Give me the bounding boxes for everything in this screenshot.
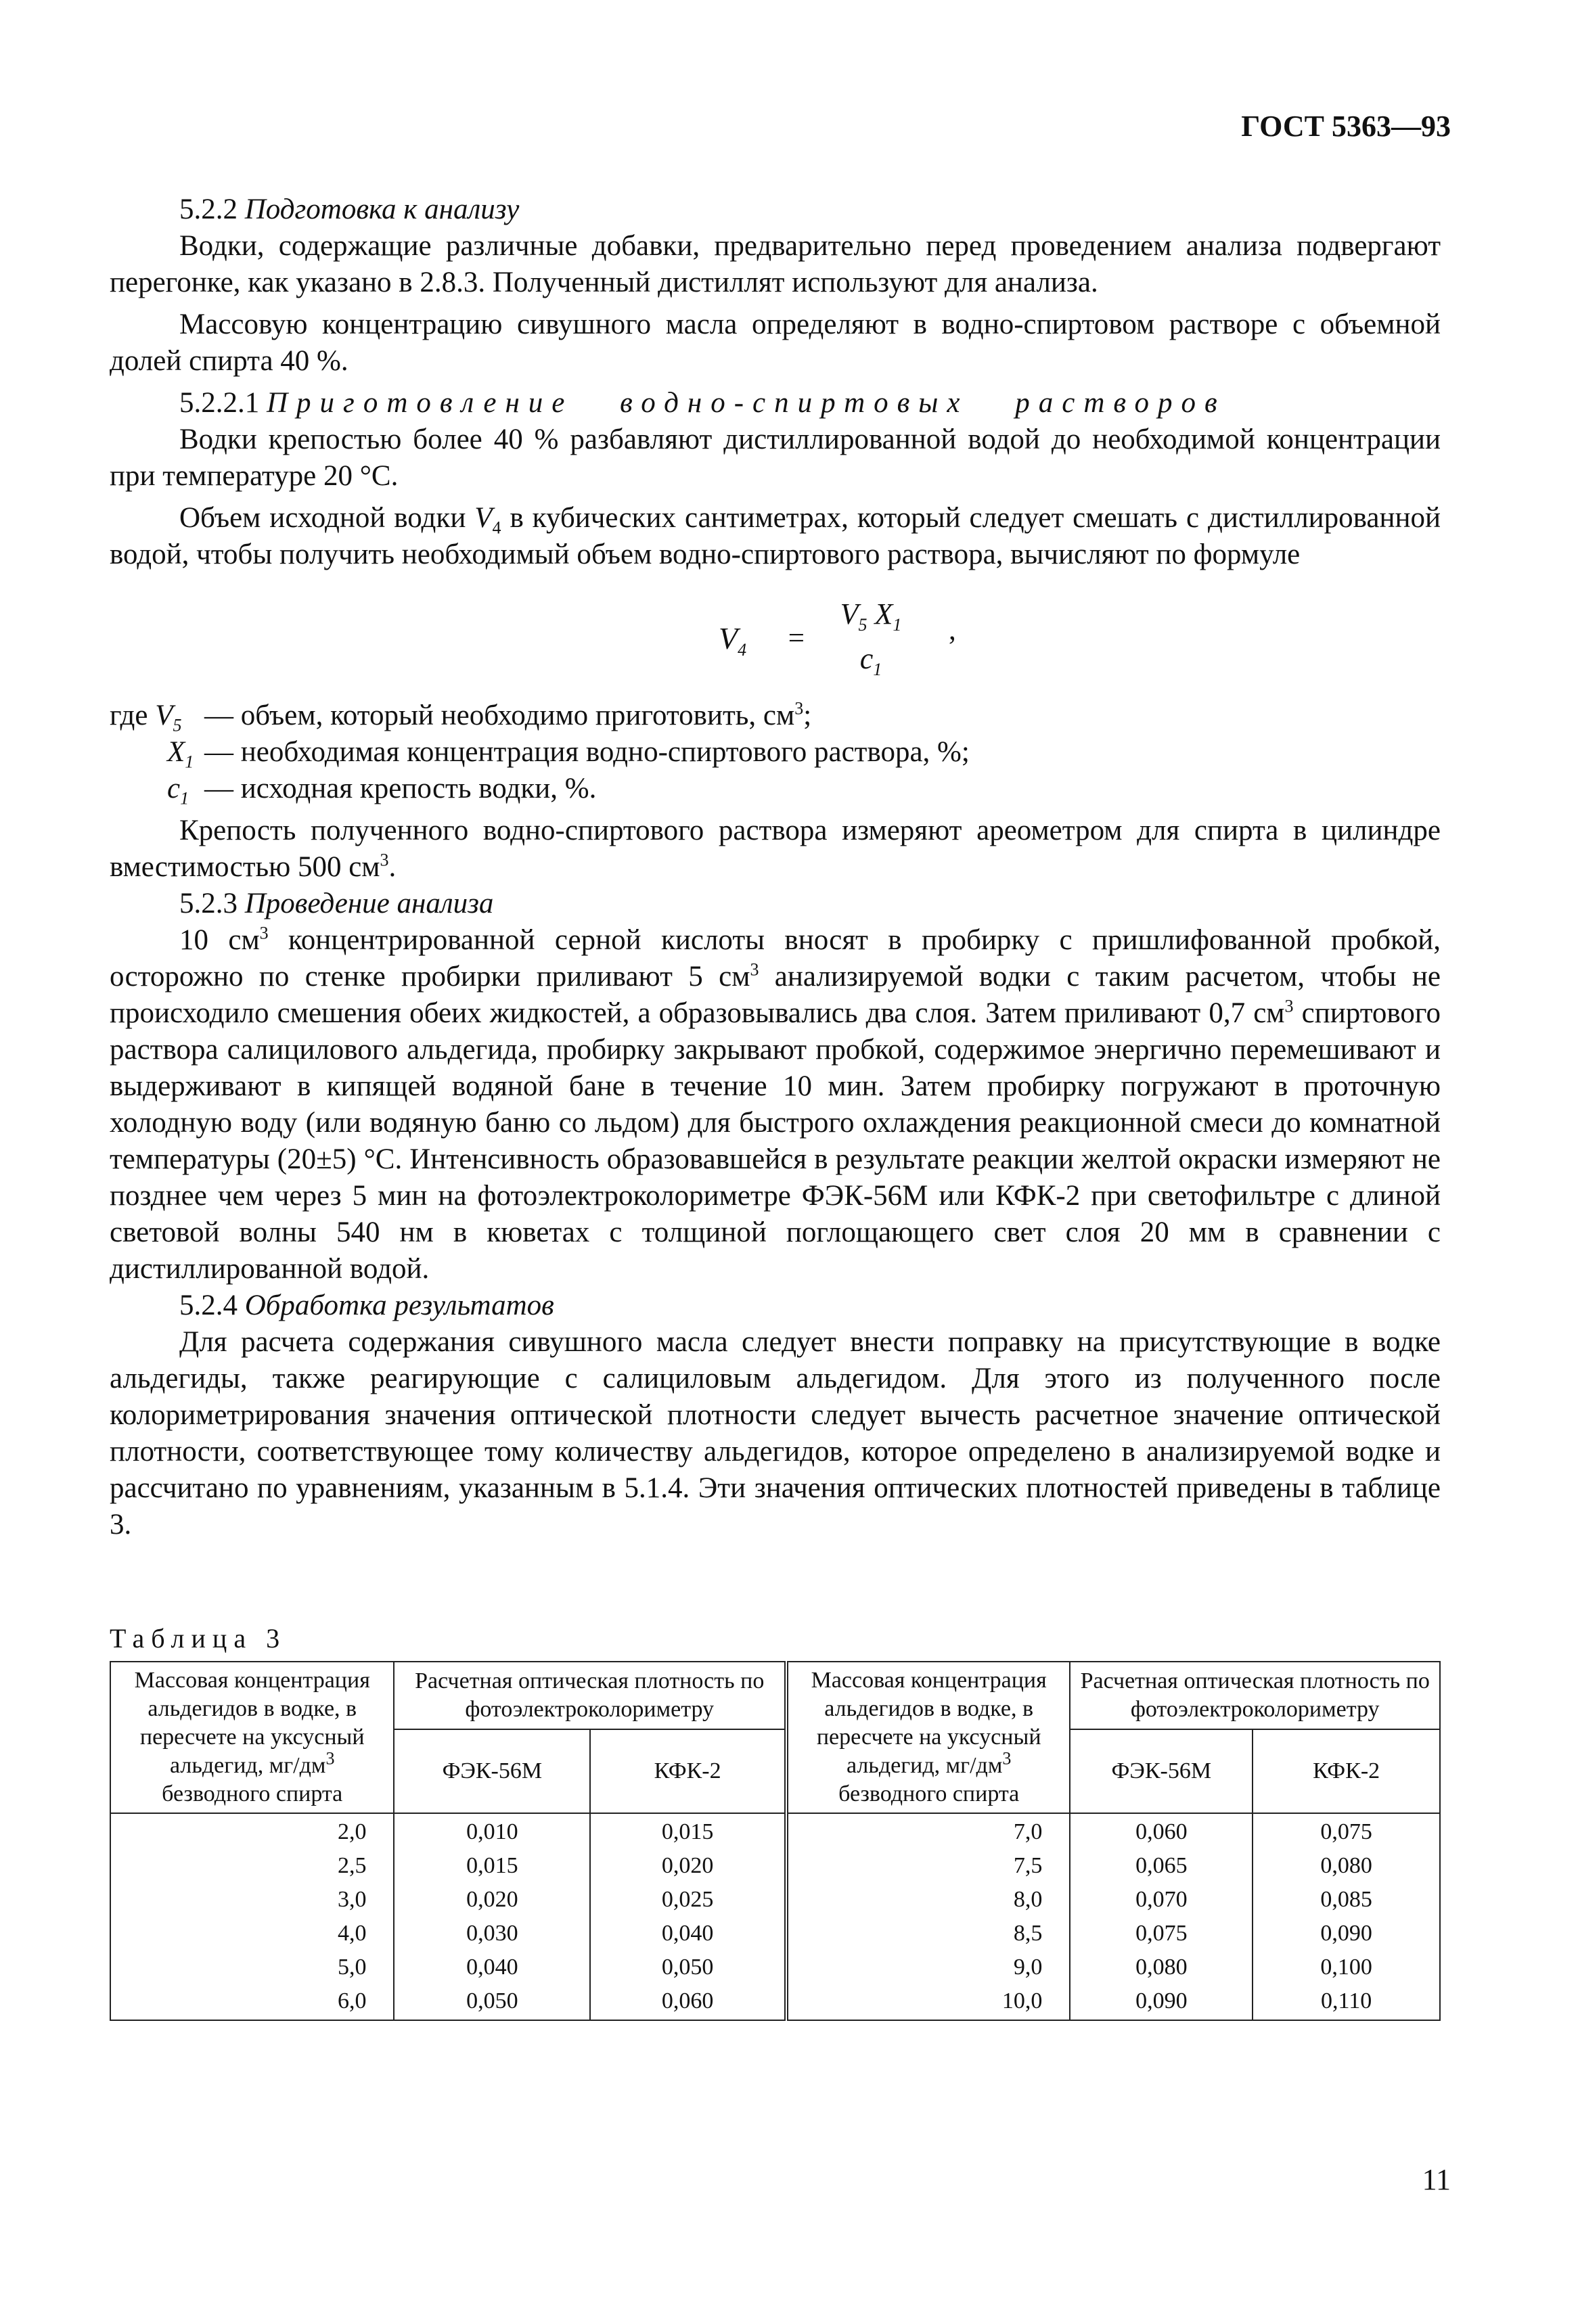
page-number: 11 (1422, 2163, 1451, 2196)
table-cell: 0,040 (466, 1955, 518, 1980)
variable-definitions (110, 698, 1441, 807)
col-kfk-right (1253, 1813, 1440, 2020)
table-cell: 0,065 (1135, 1853, 1188, 1878)
table-cell: 8,0 (1013, 1887, 1043, 1912)
col-fek-right (1070, 1813, 1253, 2020)
col-kfk-left (590, 1813, 786, 2020)
section-heading-analysis: 5.2.3 Проведение анализа (179, 888, 494, 919)
table-cell: 0,030 (466, 1921, 518, 1946)
table-cell: 0,060 (661, 1988, 714, 2013)
paragraph-dilution: Водки крепостью более 40 % разбавляют дистиллированной водой до необходимой концентрации при температуре 20 °С. (110, 424, 1441, 492)
paragraph-procedure: 10 $см^3$ концентрированной серной кислоты вносят в пробирку с пришлифованной пробкой, осторожно по стенке пробирки приливают 5 $см^3$ анализируемой водки с таким расчетом, чтобы не происходило смешения обеих жидкостей, а образовывались два слоя. Затем приливают 0,7 $см^3$ спиртового раствора салицилового альдегида, пробирку закрывают пробкой, содержимое энергично перемешивают и выдерживают в кипящей водяной бане в течение 10 мин. Затем пробирку погружают в проточную холодную воду (или водяную баню со льдом) для быстрого охлаждения реакционной смеси до комнатной температуры (20±5) °С. Интенсивность образовавшейся в результате реакции желтой окраски измеряют не позднее чем через 5 мин на фотоэлектроколориметре ФЭК-56М или КФК-2 при светофильтре с длиной световой волны 540 нм в кюветах с толщиной поглощающего свет слоя 20 мм в сравнении с дистиллированной водой. (110, 923, 1441, 1285)
table-cell: 0,040 (661, 1921, 714, 1946)
definition-c1: $c_1$ — исходная крепость водки, %. (167, 773, 597, 808)
table-cell: 9,0 (1013, 1955, 1043, 1980)
header-density-left: Расчетная оптическая плотность по фотоэлектроколориметру (394, 1662, 786, 1729)
paragraph-concentration: Массовую концентрацию сивушного масла определяют в водно-спиртовом растворе с объемной долей спирта 40 %. (110, 309, 1441, 377)
header-concentration-right: Массовая концентрация альдегидов в водке, в пересчете на уксусный альдегид, $мг/дм^3$ безводного спирта (786, 1662, 1070, 1813)
table-cell: 6,0 (337, 1988, 367, 2013)
section-heading-processing: 5.2.4 Обработка результатов (179, 1290, 554, 1321)
table-cell: 0,075 (1135, 1921, 1188, 1946)
formula-equals: = (786, 622, 807, 654)
table-cell: 0,050 (661, 1955, 714, 1980)
table-cell: 0,080 (1135, 1955, 1188, 1980)
table-cell: 8,5 (1013, 1921, 1043, 1946)
header-fek-right: ФЭК-56М (1070, 1729, 1253, 1813)
paragraph-distillation: Водки, содержащие различные добавки, предварительно перед проведением анализа подвергают перегонке, как указано в 2.8.3. Полученный дистиллят используют для анализа. (110, 230, 1441, 298)
table-cell: 0,020 (466, 1887, 518, 1912)
header-density-right: Расчетная оптическая плотность по фотоэлектроколориметру (1070, 1662, 1440, 1729)
header-kfk-right: КФК-2 (1253, 1729, 1440, 1813)
main-text (110, 191, 1441, 1543)
definition-v5: где $V_5$ — объем, который необходимо приготовить, $см^3$; (110, 698, 812, 735)
table-cell: 7,5 (1013, 1853, 1043, 1878)
table-cell: 0,060 (1135, 1819, 1188, 1844)
table-header-row (110, 1662, 1440, 1729)
table-cell: 0,080 (1320, 1853, 1372, 1878)
table-cell: 0,050 (466, 1988, 518, 2013)
paragraph-hydrometer: Крепость полученного водно-спиртового раствора измеряют ареометром для спирта в цилиндре вместимостью 500 $см^3$. (110, 815, 1441, 883)
subsection-heading: 5.2.2.1 Приготовление водно-спиртовых растворов (179, 387, 1226, 419)
col-fek-left (394, 1813, 590, 2020)
table-cell: 0,110 (1320, 1988, 1372, 2013)
header-fek-left: ФЭК-56М (394, 1729, 590, 1813)
standard-number: ГОСТ 5363—93 (1241, 110, 1451, 143)
paragraph-correction: Для расчета содержания сивушного масла следует внести поправку на присутствующие в водке альдегиды, также реагирующие с салициловым альдегидом. Для этого из полученного после колориметрирования значения оптической плотности следует вычесть расчетное значение оптической плотности, соответствующее тому количеству альдегидов, которое определено в анализируемой водке и рассчитано по уравнениям, указанным в 5.1.4. Эти значения оптических плотностей приведены в таблице 3. (110, 1326, 1441, 1541)
section-heading-prep: 5.2.2 Подготовка к анализу (179, 193, 520, 225)
definition-x1: $X_1$ — необходимая концентрация водно-спиртового раствора, %; (167, 736, 970, 772)
header-concentration-left: Массовая концентрация альдегидов в водке, в пересчете на уксусный альдегид, $мг/дм^3$ безводного спирта (110, 1662, 394, 1813)
table-cell: 10,0 (1001, 1988, 1043, 2013)
table-cell: 0,015 (466, 1853, 518, 1878)
table-cell: 0,020 (661, 1853, 714, 1878)
formula-denominator: $c_1$ (859, 642, 882, 679)
table-cell: 0,025 (661, 1887, 714, 1912)
paragraph-volume: Объем исходной водки $V_4$ в кубических сантиметрах, который следует смешать с дистиллированной водой, чтобы получить необходимый объем водно-спиртового раствора, вычисляют по формуле (110, 502, 1441, 570)
table-cell: 0,085 (1320, 1887, 1372, 1912)
formula-v4: $V_4$ = $V_5$ $X_1$ $c_1$ , (719, 597, 956, 679)
formula-numerator: $V_5$ $X_1$ (840, 597, 902, 635)
table-body-row (110, 1813, 1440, 2020)
table-cell: 3,0 (337, 1887, 367, 1912)
table-cell: 0,100 (1320, 1955, 1372, 1980)
table-cell: 2,0 (337, 1819, 367, 1844)
table-cell: 5,0 (337, 1955, 367, 1980)
table-cell: 0,090 (1320, 1921, 1372, 1946)
table-3 (110, 1661, 1441, 2021)
formula-lhs: $V_4$ (719, 621, 747, 660)
table-cell: 7,0 (1013, 1819, 1043, 1844)
table-caption: Таблица 3 (110, 1623, 287, 1654)
table-cell: 0,015 (661, 1819, 714, 1844)
col-conc-right (786, 1813, 1070, 2020)
table-cell: 0,075 (1320, 1819, 1372, 1844)
table-cell: 0,090 (1135, 1988, 1188, 2013)
table-cell: 0,070 (1135, 1887, 1188, 1912)
col-conc-left (110, 1813, 394, 2020)
table-cell: 2,5 (337, 1853, 367, 1878)
table-cell: 0,010 (466, 1819, 518, 1844)
table-cell: 4,0 (337, 1921, 367, 1946)
header-kfk-left: КФК-2 (590, 1729, 786, 1813)
